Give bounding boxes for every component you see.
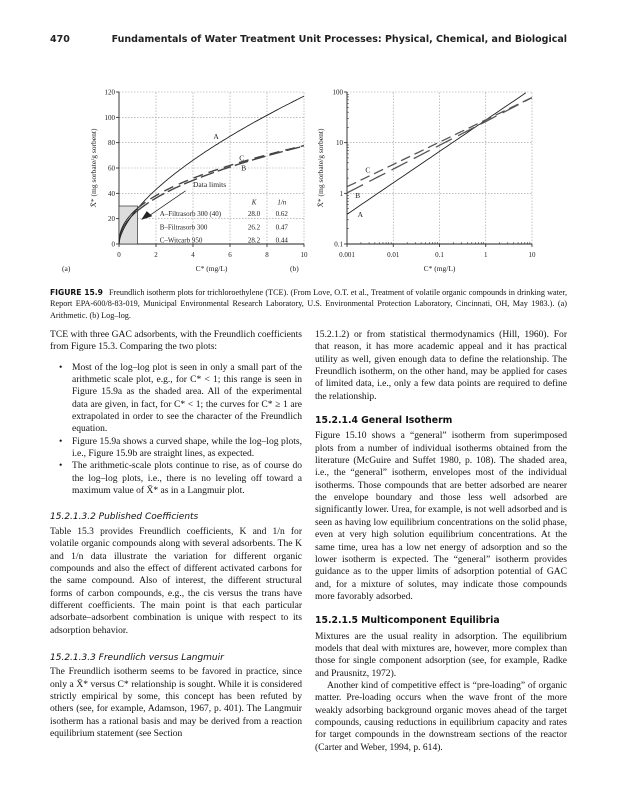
curve-label-c: C [239, 153, 245, 163]
x-tick-label: 10 [528, 251, 536, 259]
legend-n-value: 0.62 [275, 210, 288, 219]
x-tick-label: 4 [191, 251, 195, 259]
figure-caption [50, 287, 567, 321]
plot-log-log [290, 89, 536, 274]
legend-k-value: 26.2 [247, 223, 261, 232]
x-tick-label: 0.001 [339, 251, 355, 259]
list-item: • Most of the log–log plot is seen in only a small part of the arithmetic scale plot, e.g., for C* < 1; this range is seen in Figure 15.9a as the shaded area. All of the experimental data are given, in fact, for C* < 1; the curves for C* ≥ 1 are extrapolated in order to see the character of the Freundlich equation. [72, 362, 302, 436]
heading-multicomponent-equilibria: 15.2.1.5 Multicomponent Equilibria [315, 615, 500, 627]
y-tick-label: 1 [339, 189, 343, 198]
heading-freundlich-vs-langmuir: 15.2.1.3.3 Freundlich versus Langmuir [50, 652, 224, 663]
y-tick-label: 80 [108, 139, 115, 148]
legend-k-value: 28.0 [247, 210, 261, 219]
y-axis-title: X̄* (mg sorbate/g sorbent) [316, 128, 325, 208]
curve-label-b: B [241, 163, 247, 173]
y-tick-label: 60 [108, 164, 115, 173]
legend-label: B–Filtrasorb 300 [159, 223, 208, 232]
legend-n-value: 0.44 [275, 236, 288, 245]
paragraph: Table 15.3 provides Freundlich coefficients, K and 1/n for volatile organic compounds along with several adsorbents. The K and 1/n data illustrate the variation for different organic compounds and also the effect of different activated carbons for the same compound. Also of interest, the different structural forms of carbon compounds, e.g., the cis versus the trans have different coefficients. The main point is that each particular adsorbate–adsorbent combination is unique with respect to its adsorption behavior. [50, 525, 302, 636]
curve-label-a: A [213, 131, 219, 141]
legend-label: A–Filtrasorb 300 (40) [159, 210, 222, 219]
page-number: 470 [50, 34, 70, 45]
right-column [315, 329, 567, 754]
list-item: • The arithmetic-scale plots continue to rise, as of course do the log–log plots, i.e., there is no leveling off toward a maximum value of X̄* as in a Langmuir plot. [72, 460, 302, 497]
x-tick-label: 0 [117, 251, 121, 259]
caption-text: Freundlich isotherm plots for trichloroethylene (TCE). (From Love, O.T. et al., Treatment of volatile organic compounds in drinking water, Report EPA-600/8-83-019, Municipal Environmental Research Laboratory, U.S. Environmental Protection Laboratory, Cincinnati, OH, May 1983.). (a) Arithmetic. (b) Log–log. [50, 288, 568, 320]
y-tick-label: 100 [332, 88, 343, 97]
x-tick-label: 10 [300, 251, 308, 259]
y-axis-title: X̄* (mg sorbate/g sorbent) [89, 128, 98, 208]
paragraph: 15.2.1.2) or from statistical thermodynamics (Hill, 1960). For that reason, it has more academic appeal and it has practical utility as well, given enough data to define the relationship. The Freundlich isotherm, on the other hand, may be applied for cases of limited data, i.e., only a few data points are required to define the relationship. [315, 329, 567, 402]
heading-published-coefficients: 15.2.1.3.2 Published Coefficients [50, 512, 199, 523]
legend-header-k: K [251, 198, 257, 207]
legend-k-value: 28.2 [247, 236, 261, 245]
figure-15-9 [0, 0, 617, 285]
x-tick-label: 0.01 [387, 251, 400, 259]
x-tick-label: 6 [228, 251, 232, 259]
x-tick-label: 1 [484, 251, 488, 259]
legend-n-value: 0.47 [275, 223, 288, 232]
curve-A [119, 96, 304, 244]
paragraph: Another kind of competitive effect is “pre-loading” of organic matter. Pre-loading occurs when the wave front of the more weakly adsorbing background organic moves ahead of the target compounds, causing reductions in equilibrium capacity and rates for target compounds in the downstream sections of the reactor (Carter and Weber, 1994, p. 614). [315, 679, 567, 753]
y-tick-label: 10 [336, 139, 343, 148]
curve-label-c: C [365, 165, 371, 175]
list-item: • Figure 15.9a shows a curved shape, while the log–log plots, i.e., Figure 15.9b are straight lines, as expected. [72, 436, 302, 461]
y-tick-label: 0.1 [334, 240, 343, 249]
y-tick-label: 40 [108, 189, 115, 198]
x-axis-title: C* (mg/L) [195, 264, 228, 273]
y-tick-label: 120 [104, 88, 115, 97]
legend-label: C–Witcarb 950 [159, 236, 203, 245]
y-tick-label: 20 [108, 215, 115, 224]
y-tick-label: 100 [104, 113, 115, 122]
curve-A [347, 93, 526, 215]
curve-label-b: B [355, 191, 361, 201]
panel-label: (a) [62, 264, 71, 273]
paragraph: The Freundlich isotherm seems to be favored in practice, since only a X̄* versus C* relationship is sought. While it is considered strictly empirical by some, this concept has been refuted by others (see, for example, Adamson, 1967, p. 401). The Langmuir isotherm has a rational basis and may be derived from a reaction equilibrium statement (see Section [50, 666, 302, 739]
paragraph: Figure 15.10 shows a “general” isotherm from superimposed plots from a number of individual isotherms obtained from the literature (McGuire and Suffet 1980, p. 108). The shaded area, i.e., the “general” isotherm, envelopes most of the individual isotherms. Those compounds that are better adsorbed are nearer the envelope boundary and those less well adsorbed are significantly lower. Urea, for example, is not well adsorbed and is seen as having low equilibrium concentrations on the solid phase, even at very high solution equilibrium concentrations. At the same time, urea has a low net energy of adsorption and so the lower isotherm is expected. The “general” isotherm provides guidance as to the upper limits of adsorption potential of GAC and, for a mixture of solutes, may indicate those compounds more favorably adsorbed. [315, 430, 567, 602]
x-tick-label: 0.1 [435, 251, 444, 259]
intro-paragraph: TCE with three GAC adsorbents, with the Freundlich coefficients from Figure 15.3. Comparing the two plots: [50, 329, 302, 353]
x-tick-label: 2 [154, 251, 158, 259]
left-column [50, 329, 302, 740]
x-axis-title: C* (mg/L) [423, 264, 456, 273]
y-tick-label: 0 [111, 240, 115, 249]
comparison-list [50, 362, 302, 498]
paragraph: Mixtures are the usual reality in adsorption. The equilibrium models that deal with mixtures are, however, more complex than those for single component adsorption (see, for example, Radke and Prausnitz, 1972). [315, 630, 567, 679]
legend-header-n: 1/n [277, 198, 287, 207]
running-title: Fundamentals of Water Treatment Unit Processes: Physical, Chemical, and Biological [111, 34, 567, 45]
data-limits-label: Data limits [193, 180, 227, 189]
heading-general-isotherm: 15.2.1.4 General Isotherm [315, 415, 453, 427]
panel-label: (b) [290, 264, 299, 273]
x-tick-label: 8 [265, 251, 269, 259]
plot-arithmetic [62, 89, 308, 274]
caption-label: FIGURE 15.9 [50, 288, 103, 297]
curve-label-a: A [357, 210, 364, 220]
